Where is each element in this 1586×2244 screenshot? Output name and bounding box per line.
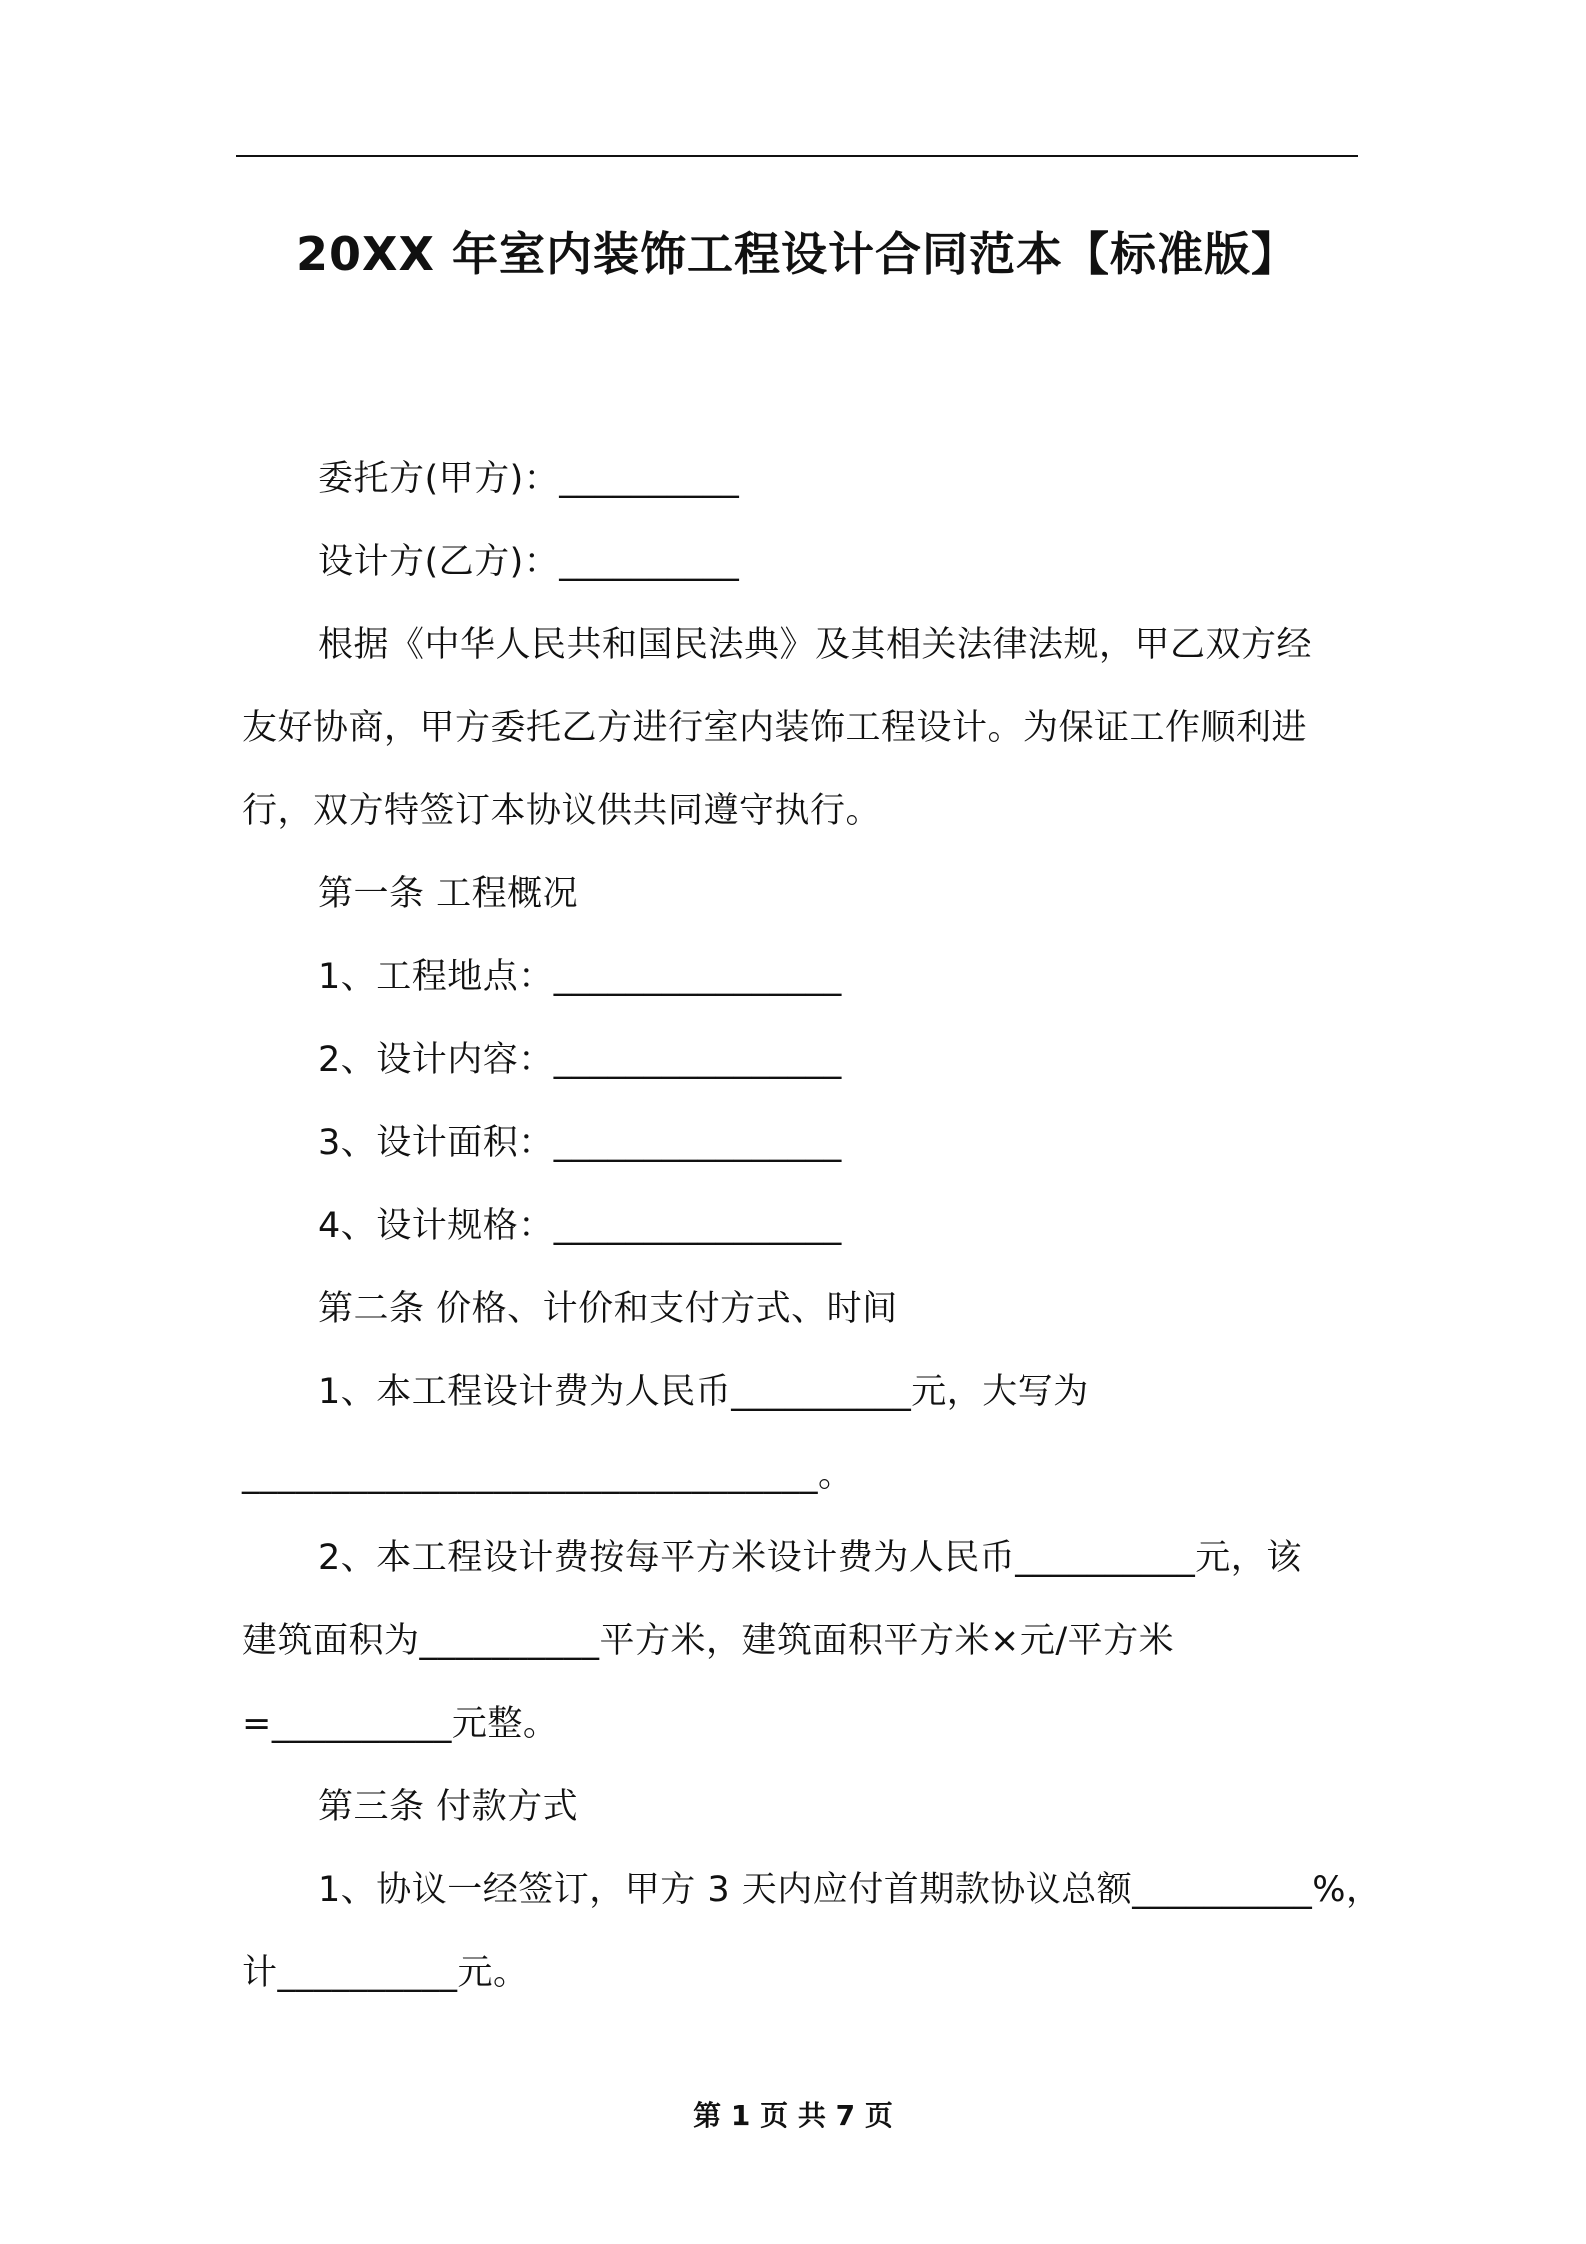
fee-per-sqm-line-1: 2、本工程设计费按每平方米设计费为人民币__________元，该 (318, 1538, 1302, 1578)
fee-per-sqm-line-3: =__________元整。 (242, 1704, 559, 1744)
design-fee-line: 1、本工程设计费为人民币__________元，大写为 (318, 1372, 1089, 1412)
design-content-line: 2、设计内容：________________ (318, 1040, 842, 1080)
preamble-line-2: 友好协商，甲方委托乙方进行室内装饰工程设计。为保证工作顺利进 (242, 708, 1308, 748)
article-3-heading: 第三条 付款方式 (318, 1787, 579, 1827)
article-2-heading: 第二条 价格、计价和支付方式、时间 (318, 1289, 898, 1329)
document-title: 20XX 年室内装饰工程设计合同范本【标准版】 (296, 227, 1298, 281)
first-payment-line-2: 计__________元。 (242, 1953, 529, 1993)
project-location-line: 1、工程地点：________________ (318, 957, 842, 997)
article-1-heading: 第一条 工程概况 (318, 874, 579, 914)
client-party-line: 委托方(甲方)：__________ (318, 459, 740, 499)
design-fee-words-line: ________________________________。 (242, 1455, 854, 1495)
header-rule (236, 155, 1358, 157)
first-payment-line-1: 1、协议一经签订，甲方 3 天内应付首期款协议总额__________%， (318, 1870, 1382, 1910)
designer-party-line: 设计方(乙方)：__________ (318, 542, 740, 582)
fee-per-sqm-line-2: 建筑面积为__________平方米，建筑面积平方米×元/平方米 (242, 1621, 1175, 1661)
design-area-line: 3、设计面积：________________ (318, 1123, 842, 1163)
page-indicator: 第 1 页 共 7 页 (693, 2099, 893, 2132)
design-spec-line: 4、设计规格：________________ (318, 1206, 842, 1246)
preamble-line-1: 根据《中华人民共和国民法典》及其相关法律法规，甲乙双方经 (318, 625, 1313, 665)
preamble-line-3: 行，双方特签订本协议供共同遵守执行。 (242, 791, 882, 831)
